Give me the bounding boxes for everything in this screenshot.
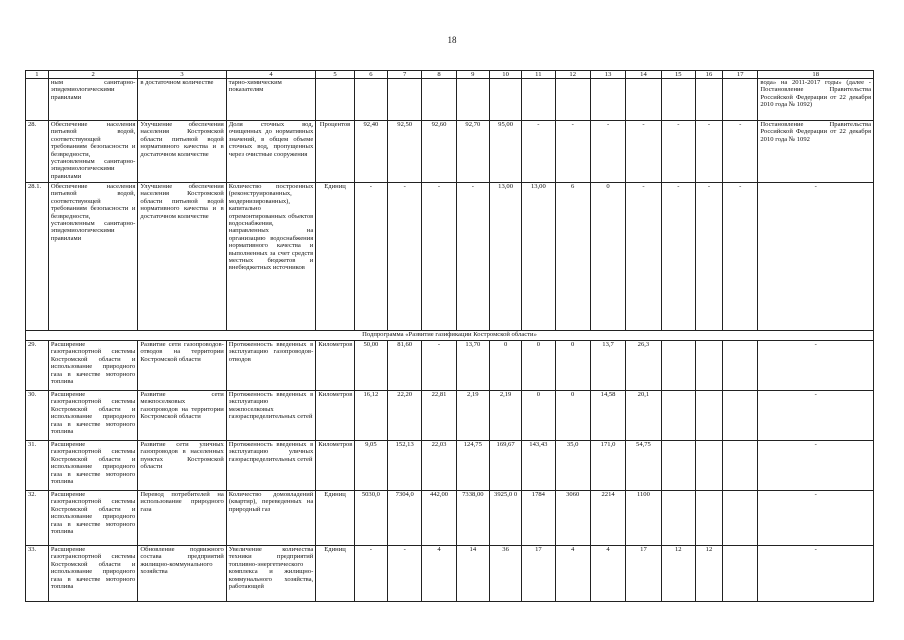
header-cell: 8 (422, 71, 456, 79)
indicator-cell (226, 79, 315, 121)
value-cell: 2214 (590, 491, 625, 546)
indicator-text: Количество построенных (реконструированных, модернизированных), капитально отремонтированных объектов водоснабжения, направленных на организацию водоснабжения нормативного качества и выполненных за счет средств местных бюджетов и внебюджетных источников (228, 183, 314, 272)
value-cell: 12 (695, 546, 722, 602)
unit-cell: Километров (316, 441, 354, 491)
header-cell: 9 (456, 71, 489, 79)
value-cell: - (723, 121, 758, 183)
table-row (26, 183, 874, 331)
row-number: 29. (26, 341, 49, 391)
value-cell: 13,00 (522, 183, 555, 331)
header-cell: 12 (555, 71, 590, 79)
document-cell (758, 391, 874, 441)
value-cell: 81,60 (388, 341, 422, 391)
task-cell (48, 183, 137, 331)
value-cell: 3060 (555, 491, 590, 546)
task-text: Расширение газотранспортной системы Костромской области и использование природного газа в качестве моторного топлива (50, 491, 136, 536)
value-cell: - (422, 183, 456, 331)
header-cell: 6 (354, 71, 387, 79)
value-cell: 169,67 (489, 441, 521, 491)
value-cell (723, 79, 758, 121)
goal-cell (138, 79, 226, 121)
subprogram-row (26, 331, 874, 341)
value-cell: 171,0 (590, 441, 625, 491)
unit-cell: Километров (316, 391, 354, 441)
value-cell (661, 491, 695, 546)
value-cell (723, 441, 758, 491)
row-number: 28. (26, 121, 49, 183)
value-cell: 143,43 (522, 441, 555, 491)
value-cell: 7338,00 (456, 491, 489, 546)
goal-cell (138, 491, 226, 546)
value-cell: 0 (555, 391, 590, 441)
value-cell: - (388, 183, 422, 331)
indicator-text: Доля сточных вод, очищенных до нормативных значений, в общем объеме сточных вод, пропущенных через очистные сооружения (228, 121, 314, 158)
indicator-cell (226, 121, 315, 183)
value-cell (661, 341, 695, 391)
value-cell: 0 (590, 183, 625, 331)
indicator-text: Протяженность введенных в эксплуатацию газопроводов-отводов (228, 341, 314, 363)
value-cell: - (422, 341, 456, 391)
table-row (26, 491, 874, 546)
row-number: 33. (26, 546, 49, 602)
value-cell (695, 441, 722, 491)
indicator-text: Протяженность введенных в эксплуатацию уличных газораспределительных сетей (228, 441, 314, 463)
value-cell (388, 79, 422, 121)
row-number (26, 79, 49, 121)
value-cell: 4 (422, 546, 456, 602)
goal-cell (138, 121, 226, 183)
task-text: Обеспечение населения питьевой водой, соответствующей требованиям безопасности и безвредности, установленным санитарно-эпидемиологическими правилами (50, 121, 136, 180)
value-cell (723, 391, 758, 441)
document-cell (758, 183, 874, 331)
task-cell (48, 341, 137, 391)
value-cell (661, 441, 695, 491)
table-row (26, 121, 874, 183)
value-cell (456, 79, 489, 121)
value-cell: 36 (489, 546, 521, 602)
task-cell (48, 79, 137, 121)
document-text: Постановление Правительства Российской Федерации от 22 декабря 2010 года № 1092 (760, 121, 871, 143)
table-row (26, 391, 874, 441)
row-number: 32. (26, 491, 49, 546)
header-cell: 18 (758, 71, 874, 79)
value-cell (695, 341, 722, 391)
row-number: 28.1. (26, 183, 49, 331)
value-cell (723, 491, 758, 546)
goal-text: в достаточном количестве (140, 79, 214, 86)
goal-cell (138, 441, 226, 491)
value-cell: - (388, 546, 422, 602)
value-cell (695, 491, 722, 546)
goal-text: Развитие сети уличных газопроводов в населенных пунктах Костромской области (140, 441, 224, 471)
value-cell (590, 79, 625, 121)
value-cell: 13,70 (456, 341, 489, 391)
header-row (26, 71, 874, 79)
goal-cell (138, 546, 226, 602)
task-cell (48, 441, 137, 491)
value-cell (555, 79, 590, 121)
value-cell: 14 (456, 546, 489, 602)
value-cell: - (661, 183, 695, 331)
value-cell: 152,13 (388, 441, 422, 491)
unit-cell (316, 79, 354, 121)
value-cell: 35,0 (555, 441, 590, 491)
value-cell (695, 79, 722, 121)
value-cell: 6 (555, 183, 590, 331)
row-number: 31. (26, 441, 49, 491)
value-cell (695, 391, 722, 441)
value-cell (723, 341, 758, 391)
header-cell: 4 (226, 71, 315, 79)
indicators-table (25, 70, 874, 602)
header-cell: 17 (723, 71, 758, 79)
unit-cell: Километров (316, 341, 354, 391)
indicator-text: Количество домовладений (квартир), переведенных на природный газ (228, 491, 314, 513)
value-cell: 16,12 (354, 391, 387, 441)
value-cell: 92,70 (456, 121, 489, 183)
header-cell: 15 (661, 71, 695, 79)
document-text: - (814, 183, 817, 190)
value-cell: 4 (555, 546, 590, 602)
value-cell (422, 79, 456, 121)
value-cell: 22,03 (422, 441, 456, 491)
value-cell: 0 (555, 341, 590, 391)
value-cell: 54,75 (626, 441, 661, 491)
value-cell: 0 (522, 391, 555, 441)
value-cell: 442,00 (422, 491, 456, 546)
value-cell (661, 391, 695, 441)
value-cell: 3925,0 0 (489, 491, 521, 546)
value-cell: 7304,0 (388, 491, 422, 546)
value-cell (522, 79, 555, 121)
unit-cell: Единиц (316, 183, 354, 331)
value-cell: 9,05 (354, 441, 387, 491)
value-cell: - (522, 121, 555, 183)
value-cell: - (626, 121, 661, 183)
document-text: - (814, 341, 817, 348)
task-text: Расширение газотранспортной системы Костромской области и использование природного газа в качестве моторного топлива (50, 391, 136, 436)
goal-cell (138, 341, 226, 391)
goal-text: Улучшение обеспечения населения Костромской области питьевой водой нормативного качества и в достаточном количестве (140, 183, 224, 220)
value-cell: 50,00 (354, 341, 387, 391)
value-cell: 4 (590, 546, 625, 602)
header-cell: 16 (695, 71, 722, 79)
document-text: - (814, 391, 817, 398)
value-cell: 92,50 (388, 121, 422, 183)
value-cell: 95,00 (489, 121, 521, 183)
document-cell (758, 491, 874, 546)
task-cell (48, 121, 137, 183)
value-cell: - (555, 121, 590, 183)
value-cell: - (626, 183, 661, 331)
value-cell: 92,60 (422, 121, 456, 183)
document-cell (758, 441, 874, 491)
value-cell: - (661, 121, 695, 183)
value-cell (661, 79, 695, 121)
value-cell: 13,00 (489, 183, 521, 331)
indicator-cell (226, 341, 315, 391)
task-text: Расширение газотранспортной системы Костромской области и использование природного газа в качестве моторного топлива (50, 341, 136, 386)
value-cell: 13,7 (590, 341, 625, 391)
header-cell: 11 (522, 71, 555, 79)
table-row (26, 79, 874, 121)
value-cell: 17 (522, 546, 555, 602)
value-cell: 26,3 (626, 341, 661, 391)
document-text: - (814, 491, 817, 498)
value-cell (626, 79, 661, 121)
document-text: - (814, 546, 817, 553)
row-number: 30. (26, 391, 49, 441)
unit-cell: Единиц (316, 546, 354, 602)
header-cell: 13 (590, 71, 625, 79)
value-cell: - (695, 183, 722, 331)
header-cell: 2 (48, 71, 137, 79)
header-cell: 10 (489, 71, 521, 79)
table-row (26, 341, 874, 391)
header-cell: 14 (626, 71, 661, 79)
value-cell: 2,19 (456, 391, 489, 441)
indicator-cell (226, 491, 315, 546)
task-text: Обеспечение населения питьевой водой, соответствующей требованиям безопасности и безвредности, установленным санитарно-эпидемиологическими правилами (50, 183, 136, 242)
document-text: - (814, 441, 817, 448)
task-text: ным санитарно-эпидемиологическими правилами (50, 79, 136, 101)
document-cell (758, 79, 874, 121)
indicator-text: Увеличение количества техники предприятий топливно-энергетического комплекса и жилищно-коммунального хозяйства, работающей (228, 546, 314, 591)
value-cell: 5030,0 (354, 491, 387, 546)
indicator-cell (226, 441, 315, 491)
value-cell: - (590, 121, 625, 183)
value-cell: 17 (626, 546, 661, 602)
goal-text: Перевод потребителей на использование природного газа (140, 491, 224, 513)
goal-cell (138, 183, 226, 331)
goal-text: Обновление подвижного состава предприятий жилищно-коммунального хозяйства (140, 546, 224, 576)
header-cell: 5 (316, 71, 354, 79)
task-text: Расширение газотранспортной системы Костромской области и использование природного газа в качестве моторного топлива (50, 441, 136, 486)
document-cell (758, 121, 874, 183)
unit-cell: Единиц (316, 491, 354, 546)
task-text: Расширение газотранспортной системы Костромской области и использование природного газа в качестве моторного топлива (50, 546, 136, 591)
value-cell (354, 79, 387, 121)
goal-cell (138, 391, 226, 441)
header-cell: 1 (26, 71, 49, 79)
unit-cell: Процентов (316, 121, 354, 183)
goal-text: Улучшение обеспечения населения Костромской области питьевой водой нормативного качества и в достаточном количестве (140, 121, 224, 158)
value-cell: 22,20 (388, 391, 422, 441)
value-cell: 1784 (522, 491, 555, 546)
value-cell: 0 (489, 341, 521, 391)
value-cell: 22,81 (422, 391, 456, 441)
subprogram-title: Подпрограмма «Развитие газификации Костромской области» (26, 331, 874, 341)
document-cell (758, 546, 874, 602)
value-cell: - (354, 546, 387, 602)
value-cell: - (456, 183, 489, 331)
header-cell: 3 (138, 71, 226, 79)
task-cell (48, 391, 137, 441)
indicator-cell (226, 546, 315, 602)
value-cell: 1100 (626, 491, 661, 546)
value-cell: - (354, 183, 387, 331)
document-cell (758, 341, 874, 391)
value-cell: 124,75 (456, 441, 489, 491)
value-cell (723, 546, 758, 602)
indicator-text: тарно-химическим показателям (228, 79, 282, 94)
indicator-text: Протяженность введенных в эксплуатацию межпоселковых газораспределительных сетей (228, 391, 314, 421)
page-number: 18 (447, 35, 457, 45)
value-cell (489, 79, 521, 121)
goal-text: Развитие сети межпоселковых газопроводов на территории Костромской области (140, 391, 224, 421)
document-text: вода» на 2011-2017 годы» (далее - Постановление Правительства Российской Федерации от 22 декабря 2010 года № 1092) (760, 79, 871, 109)
goal-text: Развитие сети газопроводов-отводов на территории Костромской области (140, 341, 224, 363)
value-cell: 0 (522, 341, 555, 391)
header-cell: 7 (388, 71, 422, 79)
value-cell: 14,58 (590, 391, 625, 441)
value-cell: - (723, 183, 758, 331)
value-cell: 20,1 (626, 391, 661, 441)
indicator-cell (226, 391, 315, 441)
task-cell (48, 546, 137, 602)
value-cell: 92,40 (354, 121, 387, 183)
indicator-cell (226, 183, 315, 331)
value-cell: 12 (661, 546, 695, 602)
table-row (26, 441, 874, 491)
value-cell: - (695, 121, 722, 183)
task-cell (48, 491, 137, 546)
value-cell: 2,19 (489, 391, 521, 441)
table-row (26, 546, 874, 602)
